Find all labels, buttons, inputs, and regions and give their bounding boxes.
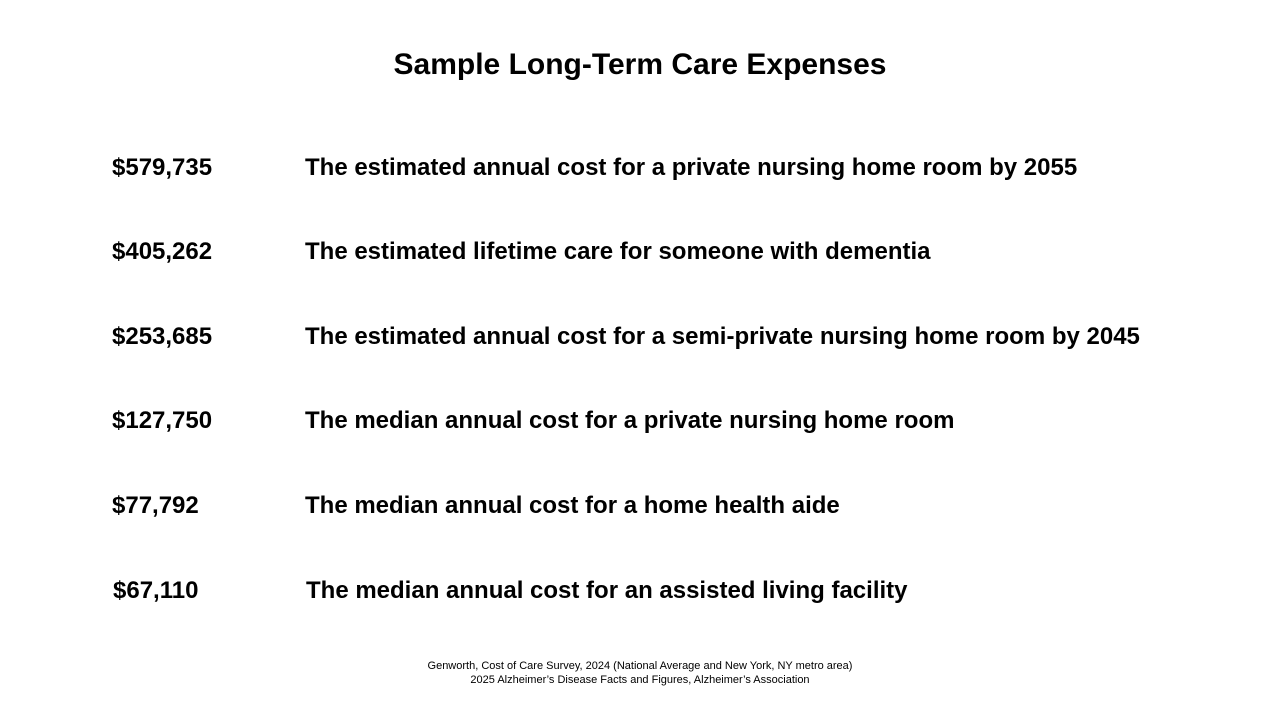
expense-row	[0, 150, 1280, 186]
expense-description: The median annual cost for a home health aide	[305, 492, 840, 519]
expense-row	[0, 573, 1280, 609]
expense-amount: $77,792	[112, 492, 199, 519]
expense-row	[0, 488, 1280, 524]
expense-row	[0, 319, 1280, 355]
expense-description: The median annual cost for a private nursing home room	[305, 407, 955, 434]
expense-amount: $405,262	[112, 238, 213, 265]
source-citation: Genworth, Cost of Care Survey, 2024 (National Average and New York, NY metro area)	[427, 660, 853, 672]
expense-description: The estimated lifetime care for someone with dementia	[305, 238, 931, 265]
expense-amount: $579,735	[112, 154, 213, 181]
expense-description: The estimated annual cost for a private nursing home room by 2055	[305, 154, 1078, 181]
expense-description: The estimated annual cost for a semi-private nursing home room by 2045	[305, 323, 1140, 350]
source-citations	[0, 659, 1280, 687]
expense-amount: $67,110	[113, 577, 199, 604]
source-citation: 2025 Alzheimer’s Disease Facts and Figures, Alzheimer’s Association	[470, 674, 810, 686]
page-title: Sample Long-Term Care Expenses	[393, 48, 887, 81]
expense-description: The median annual cost for an assisted living facility	[306, 577, 908, 604]
expense-row	[0, 234, 1280, 270]
expense-amount: $253,685	[112, 323, 213, 350]
expense-row	[0, 403, 1280, 439]
expense-amount: $127,750	[112, 407, 213, 434]
